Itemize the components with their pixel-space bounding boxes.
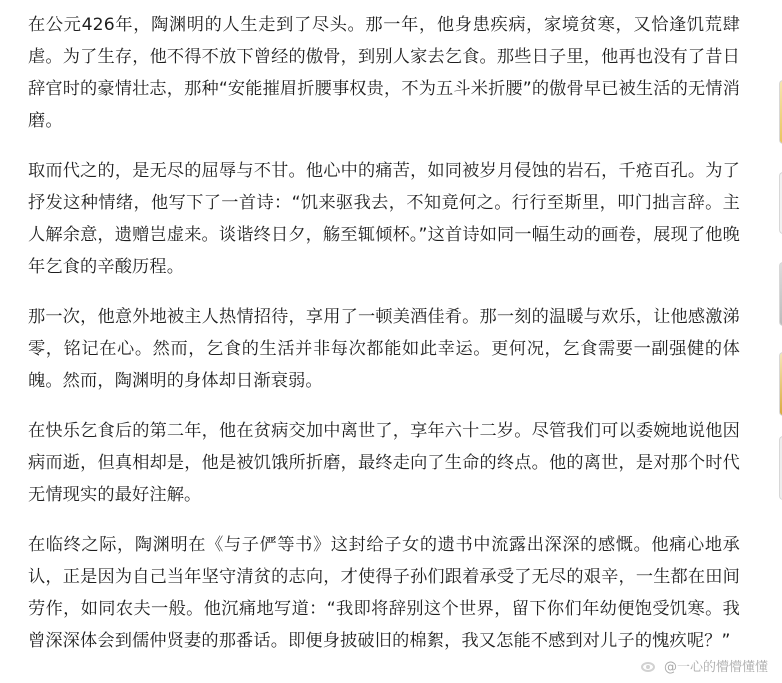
paragraph-1: 在公元426年，陶渊明的人生走到了尽头。那一年，他身患疾病，家境贫寒，又恰逢饥荒肆虐。为了生存，他不得不放下曾经的傲骨，到别人家去乞食。那些日子里，他再也没有了昔日辞官时的豪情壮志，那种“安能摧眉折腰事权贵，不为五斗米折腰”的傲骨早已被生活的无情消磨。 bbox=[28, 15, 740, 131]
side-recommendation-rail bbox=[774, 0, 782, 683]
article-body bbox=[28, 9, 740, 675]
weibo-logo-icon bbox=[640, 659, 658, 673]
paragraph-5: 在临终之际，陶渊明在《与子俨等书》这封给子女的遗书中流露出深深的感慨。他痛心地承认，正是因为自己当年坚守清贫的志向，才使得子孙们跟着承受了无尽的艰辛，一生都在田间劳作，如同农夫一般。他沉痛地写道：“我即将辞别这个世界，留下你们年幼便饱受饥寒。我曾深深体会到儒仲贤妻的那番话。即便身披破旧的棉絮，我又怎能不感到对儿子的愧疚呢？” bbox=[28, 535, 740, 651]
watermark bbox=[640, 656, 768, 675]
paragraph-4: 在快乐乞食后的第二年，他在贫病交加中离世了，享年六十二岁。尽管我们可以委婉地说他因病而逝，但真相却是，他是被饥饿所折磨，最终走向了生命的终点。他的离世，是对那个时代无情现实的最好注解。 bbox=[28, 421, 740, 505]
paragraph-2: 取而代之的，是无尽的屈辱与不甘。他心中的痛苦，如同被岁月侵蚀的岩石，千疮百孔。为了抒发这种情绪，他写下了一首诗：“饥来驱我去，不知竟何之。行行至斯里，叩门拙言辞。主人解余意，遗赠岂虚来。谈谐终日夕，觞至辄倾杯。”这首诗如同一幅生动的画卷，展现了他晚年乞食的辛酸历程。 bbox=[28, 161, 740, 277]
watermark-text: @一心的懵懵懂懂 bbox=[663, 660, 768, 675]
paragraph-3: 那一次，他意外地被主人热情招待，享用了一顿美酒佳肴。那一刻的温暖与欢乐，让他感激涕零，铭记在心。然而，乞食的生活并非每次都能如此幸运。更何况，乞食需要一副强健的体魄。然而，陶渊明的身体却日渐衰弱。 bbox=[28, 307, 740, 391]
